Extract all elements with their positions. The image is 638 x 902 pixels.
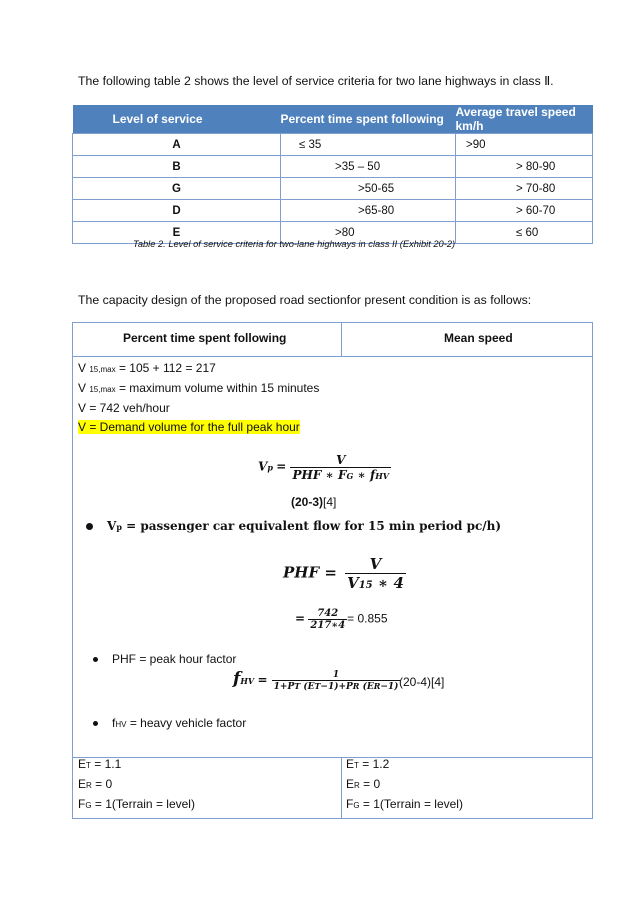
v-subscript: 15,max: [89, 365, 116, 374]
percent-cell: >80: [281, 222, 456, 244]
eq-vp-reference: (20-3)[4]: [291, 495, 337, 509]
bullet-icon: [93, 721, 98, 726]
left-et: ET = 1.1: [78, 757, 122, 771]
table-row: [73, 134, 593, 156]
eq-vp-lhs: V: [258, 459, 268, 474]
header-percent-time: Percent time spent following: [123, 331, 287, 345]
eq-fhv-denominator: 1+PT (ET−1)+PR (ER−1): [273, 680, 399, 692]
speed-cell: > 80-90: [456, 156, 593, 178]
table-row: [73, 156, 593, 178]
values-divider: [73, 757, 592, 758]
volume-line: V = 742 veh/hour: [78, 401, 170, 415]
eq-vp-lhs-sub: p: [267, 462, 273, 473]
header-mean-speed: Mean speed: [444, 331, 513, 345]
table-row: [73, 200, 593, 222]
level-cell: D: [73, 200, 281, 222]
speed-cell: >90: [456, 134, 593, 156]
eq-fhv-fraction: [272, 670, 401, 692]
bullet-icon: [93, 657, 98, 662]
eq-fhv-numerator: 1: [272, 670, 401, 681]
los-table-header: [73, 105, 593, 134]
v-symbol: V: [78, 361, 87, 375]
eq-phf-numerator: V: [345, 555, 406, 574]
speed-cell: ≤ 60: [456, 222, 593, 244]
capacity-intro: The capacity design of the proposed road sectionfor present condition is as follows:: [78, 293, 532, 307]
phf-value: = 0.855: [347, 611, 388, 626]
header-divider: [341, 323, 342, 356]
header-percent: Percent time spent following: [281, 105, 456, 134]
capacity-design-box: [72, 322, 593, 819]
eq-vp-denominator: PHF ∗ FG ∗ fHV: [292, 468, 389, 482]
v-subscript: 15,max: [89, 385, 116, 394]
eq-phf-result-fraction: $\frac{742}{217∗4}$: [310, 608, 346, 631]
v15max-definition-line: [78, 381, 319, 395]
right-er: ER = 0: [346, 777, 381, 791]
bullet-fhv-definition: fHV = heavy vehicle factor: [93, 716, 246, 730]
left-er: ER = 0: [78, 777, 113, 791]
left-fg: FG = 1(Terrain = level): [78, 797, 195, 811]
percent-cell: >50-65: [281, 178, 456, 200]
v15max-value: = 105 + 112 = 217: [118, 361, 216, 375]
eq-vp-fraction: [290, 453, 390, 482]
percent-cell: >35 – 50: [281, 156, 456, 178]
intro-paragraph: The following table 2 shows the level of service criteria for two lane highways in class Ⅱ.: [78, 74, 554, 88]
percent-cell: >65-80: [281, 200, 456, 222]
speed-cell: > 70-80: [456, 178, 593, 200]
eq-phf-result: = $\frac{742}{217∗4}$ = 0.855: [295, 608, 388, 631]
v15max-value-line: [78, 361, 216, 375]
v-symbol: V: [78, 381, 87, 395]
table-row: [73, 178, 593, 200]
level-cell: B: [73, 156, 281, 178]
eq-phf-denominator: V15 ∗ 4: [347, 574, 404, 592]
bullet-phf-definition: PHF = peak hour factor: [93, 652, 236, 666]
percent-cell: ≤ 35: [281, 134, 456, 156]
right-fg: FG = 1(Terrain = level): [346, 797, 463, 811]
values-column-divider: [341, 757, 342, 818]
speed-cell: > 60-70: [456, 200, 593, 222]
right-et: ET = 1.2: [346, 757, 390, 771]
eq-phf-lhs: PHF =: [283, 563, 337, 582]
level-cell: E: [73, 222, 281, 244]
eq-vp: Vp = $\frac{V}{\text{PHF ∗ FG ∗ fHV}}$: [258, 453, 389, 482]
level-cell: G: [73, 178, 281, 200]
level-cell: A: [73, 134, 281, 156]
eq-phf: [283, 555, 406, 592]
eq-fhv-reference: (20-4)[4]: [399, 675, 445, 689]
v15max-definition: = maximum volume within 15 minutes: [118, 381, 320, 395]
eq-fhv-lhs: f: [233, 669, 241, 689]
eq-phf-fraction: [345, 555, 406, 592]
eq-fhv: fHV = $\frac{1}{1+PT (ET-1)+PR (ER-1)}$: [233, 669, 399, 692]
header-speed: Average travel speed km/h: [456, 105, 593, 134]
eq-vp-numerator: V: [290, 453, 390, 468]
demand-volume-highlight: V = Demand volume for the full peak hour: [78, 420, 300, 434]
los-table: [72, 105, 593, 244]
table-caption: Table 2. Level of service criteria for two-lane highways in class II (Exhibit 20-2): [133, 239, 456, 249]
bullet-vp-definition: Vp = passenger car equivalent flow for 15 min period pc/h): [86, 519, 501, 533]
header-level: Level of service: [73, 105, 281, 134]
bullet-icon: [86, 523, 93, 530]
